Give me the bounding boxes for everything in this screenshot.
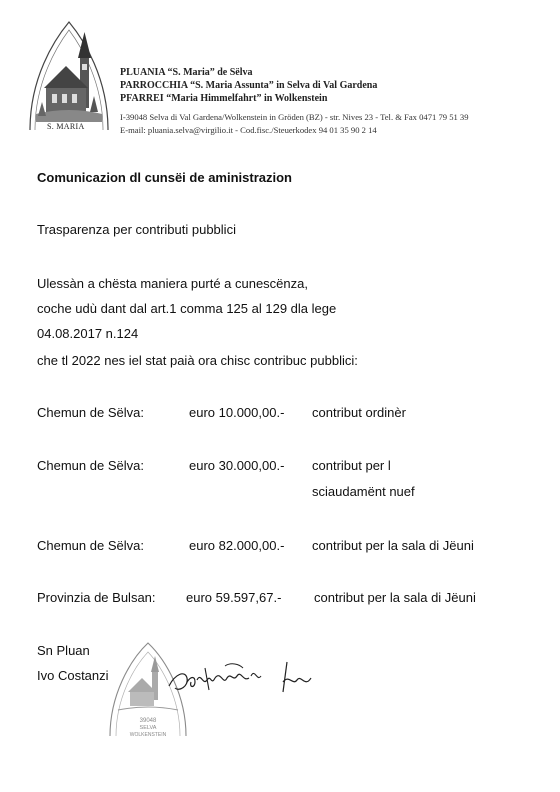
contribution-purpose: contribut per la sala di Jëuni: [314, 590, 476, 605]
letterhead-line-1: PLUANIA “S. Maria” de Sëlva: [120, 67, 253, 78]
contribution-amount: euro 10.000,00.-: [189, 405, 285, 420]
contribution-entity: Chemun de Sëlva:: [37, 405, 144, 420]
contribution-entity: Chemun de Sëlva:: [37, 458, 144, 473]
letterhead-line-3: PFARREI “Maria Himmelfahrt” in Wolkenstein: [120, 93, 328, 104]
contribution-entity: Chemun de Sëlva:: [37, 538, 144, 553]
contribution-purpose: contribut ordinèr: [312, 405, 406, 420]
logo-caption: S. MARIA: [47, 122, 85, 131]
contribution-amount: euro 82.000,00.-: [189, 538, 285, 553]
svg-text:39048: 39048: [139, 718, 157, 724]
body-line-4: che tl 2022 nes iel stat paià ora chisc contribuc pubblici:: [37, 353, 358, 368]
document-title: Comunicazion dl cunsëi de aministrazion: [37, 170, 292, 185]
body-line-1: Ulessàn a chësta maniera purté a cunescënza,: [37, 276, 308, 291]
contribution-purpose: contribut per la sala di Jëuni: [312, 538, 474, 553]
letterhead-line-2: PARROCCHIA “S. Maria Assunta” in Selva di Val Gardena: [120, 80, 378, 91]
church-icon: [24, 18, 114, 138]
svg-text:SELVA: SELVA: [139, 725, 157, 731]
document-subtitle: Trasparenza per contributi pubblici: [37, 222, 236, 237]
letterhead-address: I-39048 Selva di Val Gardena/Wolkenstein in Gröden (BZ) - str. Nives 23 - Tel. & Fax 0471 79 51 39: [120, 112, 469, 122]
contribution-purpose: contribut per l: [312, 458, 391, 473]
contribution-entity: Provinzia de Bulsan:: [37, 590, 156, 605]
svg-text:WOLKENSTEIN: WOLKENSTEIN: [129, 732, 167, 738]
contribution-amount: euro 30.000,00.-: [189, 458, 285, 473]
contribution-purpose-continued: sciaudamënt nuef: [312, 484, 415, 499]
contribution-amount: euro 59.597,67.-: [186, 590, 282, 605]
signatory-name: Ivo Costanzi: [37, 668, 109, 683]
letterhead-contact: E-mail: pluania.selva@virgilio.it - Cod.fisc./Steuerkodex 94 01 35 90 2 14: [120, 125, 377, 135]
body-line-3: 04.08.2017 n.124: [37, 326, 139, 341]
handwritten-signature: [165, 652, 345, 702]
body-line-2: coche udù dant dal art.1 comma 125 al 129 dla lege: [37, 301, 337, 316]
signatory-role: Sn Pluan: [37, 643, 90, 658]
